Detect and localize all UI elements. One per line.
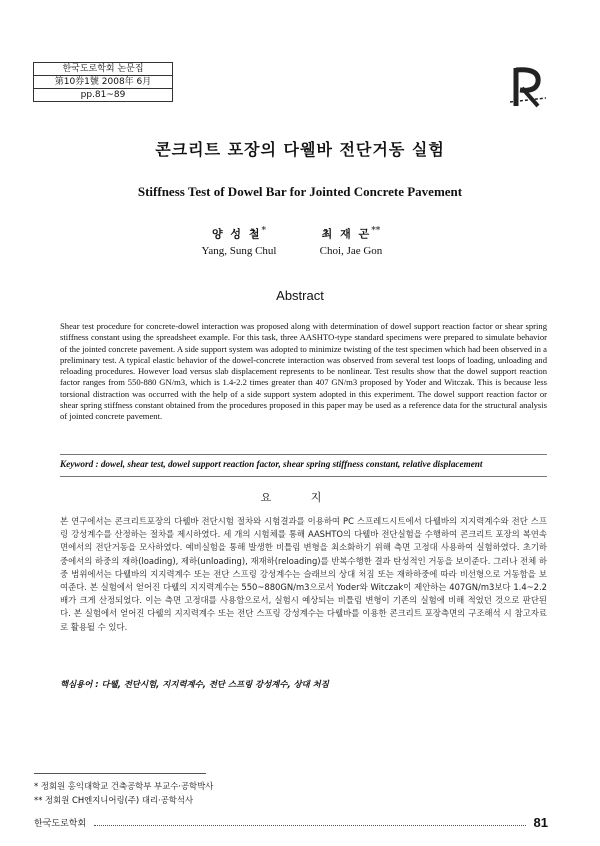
footnote-2-mark: ** bbox=[34, 795, 43, 805]
keyword-bottom-rule bbox=[60, 476, 547, 477]
author-1-name-ko: 양 성 철 bbox=[211, 227, 262, 241]
title-korean: 콘크리트 포장의 다웰바 전단거동 실험 bbox=[155, 140, 445, 159]
author-2-name-en: Choi, Jae Gon bbox=[319, 244, 383, 257]
author-2-name-ko: 최 재 곤 bbox=[321, 227, 372, 241]
society-logo-icon bbox=[508, 62, 548, 110]
page-number: 81 bbox=[533, 815, 548, 830]
keywords-korean: 핵심용어 : 다웰, 전단시험, 지지력계수, 전단 스프링 강성계수, 상대 처짐 bbox=[60, 679, 329, 689]
footnote-rule bbox=[34, 773, 206, 774]
summary-heading: 요 지 bbox=[260, 491, 340, 504]
journal-name: 한국도로학회 논문집 bbox=[34, 63, 172, 76]
abstract-text: Shear test procedure for concrete-dowel interaction was proposed along with determination of dowel support reaction factor or shear spring stiffness constant using the spreadsheet example. For this task, three AASHTO-type standard specimens were prepared to simulate behavior of the jointed concrete pavement. A side support system was adopted to minimize twisting of the test specimen which had been observed in a preliminary test. A typical elastic behavior of the dowel-concrete interaction was observed from several test loops of loading, unloading and reloading procedures. However load versus slab displacement represents to be nonlinear. Test results show that the dowel support reaction factor ranges from 550-880 GN/m3, which is 1.4-2.2 times greater than 407 GN/m3 proposed by Yoder and Witczak. This is because less torsional distraction was occurred with the help of a side support system adopted in this experiment. The dowel support reaction factor or shear spring stiffness constant obtained from the procedures proposed in this paper may be used as a reference data for the structural analysis of jointed concrete pavement. bbox=[60, 321, 547, 422]
abstract-heading: Abstract bbox=[276, 288, 324, 303]
keywords-english: Keyword : dowel, shear test, dowel support reaction factor, shear spring stiffness constant, relative displacement bbox=[60, 459, 483, 469]
page-footer bbox=[34, 815, 548, 830]
summary-text: 본 연구에서는 콘크리트포장의 다웰바 전단시험 절차와 시험결과를 이용하여 PC 스프레드시트에서 다웰바의 지지력계수와 전단 스프링 강성계수를 산정하는 절차를 제시하였다. 세 개의 시험체를 통해 AASHTO의 다웰바 전단실험을 수행하여 콘크리트 포장의 복연속면에서의 전단거동을 모사하였다. 예비실험을 통해 발생한 비틀림 변형을 최소화하기 위해 측면 고정대 사용하여 실험하였다. 초기하중에서의 하중의 재하(loading), 제하(unloading), 재재하(reloading)를 반복수행한 결과 탄성적인 거동을 보이준다. 그러나 전체 하중 범위에서는 다웰바의 지지력계수 또는 전단 스프링 강성계수는 슬래브의 상대 처짐 또는 재하하중에 따라 비선형으로 거동함을 보여준다. 본 실험에서 얻어진 다웰의 지지력계수는 550~880GN/m3으로서 Yoder와 Witczak이 제안하는 407GN/m3보다 1.4~2.2배가 크게 산정되었다. 이는 측면 고정대를 사용함으로서, 실험시 예상되는 비틀림 변형이 기존의 실험에 비해 적었던 것으로 판단된다. 본 실험에서 얻어진 다웰의 지지력계수 또는 전단 스프링 강성계수는 다웰바를 이용한 콘크리트 포장측면의 구조해석 시 참고자료로 활용될 수 있다. bbox=[60, 516, 547, 632]
title-english: Stiffness Test of Dowel Bar for Jointed Concrete Pavement bbox=[137, 184, 463, 199]
footnote-2 bbox=[34, 794, 193, 806]
author-1-name-en: Yang, Sung Chul bbox=[201, 244, 277, 257]
footnote-1-mark: * bbox=[34, 781, 39, 791]
author-1-mark: * bbox=[261, 225, 267, 236]
journal-volume: 第10券1號 2008年 6月 bbox=[34, 76, 172, 89]
journal-info-box bbox=[33, 62, 173, 102]
journal-pages: pp.81~89 bbox=[80, 90, 126, 100]
footnote-1 bbox=[34, 780, 213, 792]
author-2 bbox=[276, 223, 426, 259]
footnote-1-text: 정회원 홍익대학교 건축공학부 부교수·공학박사 bbox=[40, 781, 214, 791]
author-2-mark: ** bbox=[371, 225, 381, 236]
footer-journal: 한국도로학회 bbox=[34, 819, 87, 829]
keyword-top-rule bbox=[60, 454, 547, 455]
footer-leader bbox=[94, 819, 525, 826]
footnote-2-text: 정회원 CH엔지니어링(주) 대리·공학석사 bbox=[45, 795, 194, 805]
